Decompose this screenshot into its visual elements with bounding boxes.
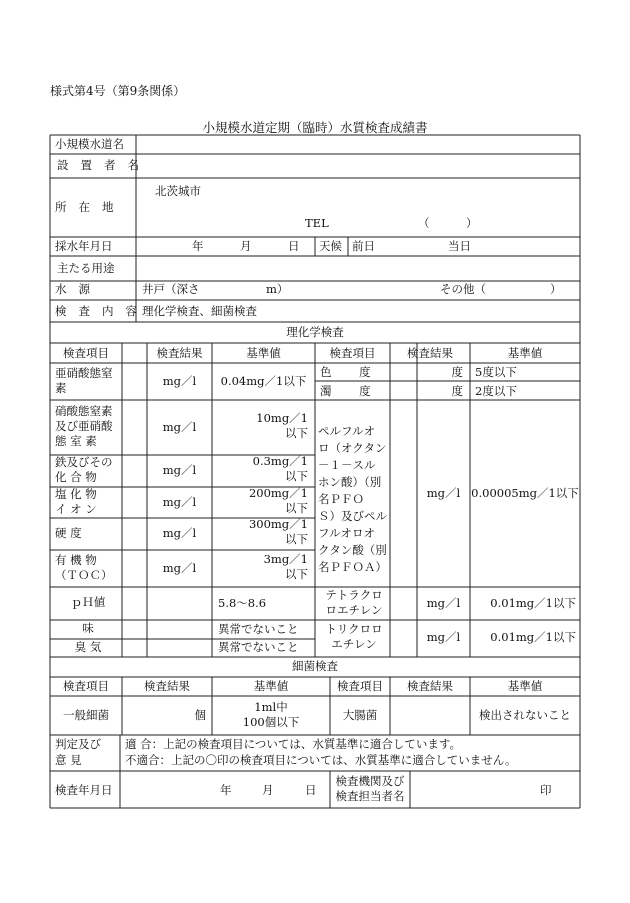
bacteria-col-result-2: 検査結果 [407,679,453,693]
physchem-unit: mg／l [162,526,197,540]
physchem-item-name: ｐＨ値 [70,595,106,609]
pfas-item-name: ロ（オクタン [318,441,387,455]
pfas-item-name: 名ＰＦＯ [318,492,364,506]
physchem-section-title: 理化学検査 [286,325,344,339]
tce-item-name: ロエチレン [325,603,383,617]
physchem-standard: 0.3mg／1 [252,454,308,468]
physchem-standard: 0.04mg／1以下 [220,373,307,388]
tel-paren-close: ） [466,216,478,230]
general-bacteria-standard: 100個以下 [242,715,300,729]
tce-standard: 0.01mg／1以下 [490,596,576,610]
installer-label: 設置者名 [57,158,151,172]
name-label: 小規模水道名 [55,137,124,151]
pfas-standard: 0.00005mg／1以下 [471,486,579,500]
physchem-item-name: 化 合 物 [55,470,97,484]
physchem-standard: 以下 [285,566,308,581]
turbidity-standard: 2度以下 [475,384,517,398]
physchem-item-name: 臭 気 [74,639,102,654]
physchem-col-result: 検査結果 [156,346,203,360]
prev-day-label: 前日 [352,239,375,253]
physchem-item-name: 硝酸態窒素 [55,404,113,418]
inspection-date-label: 検査年月日 [55,783,113,797]
tri-item-name: トリクロロ [325,622,383,636]
tce-unit: mg／l [426,596,461,610]
color-standard: 5度以下 [475,365,517,379]
general-bacteria-standard: 1ml中 [254,700,288,714]
general-bacteria-item: 一般細菌 [63,708,109,722]
turbidity-item: 濁 度 [320,384,383,398]
physchem-item-name: 味 [82,621,94,635]
tri-item-name: エチレン [331,637,377,651]
form-number: 様式第4号（第9条関係） [50,84,186,98]
physchem-standard: 異常でないこと [218,621,299,636]
inspection-year: 年 [220,783,232,797]
sampling-day: 日 [288,239,300,253]
tce-item-name: テトラクロ [325,588,383,602]
physchem-item-name: 鉄及びその [55,455,113,469]
physchem-item-name: 及び亜硝酸 [55,419,113,433]
physchem-item-name: イ オ ン [55,501,97,516]
physchem-unit: mg／l [162,463,197,477]
judgement-pass-text: 適 合：上記の検査項目については、水質基準に適合しています。 [125,737,462,751]
bacteria-col-standard: 基準値 [253,679,289,693]
physchem-col-standard: 基準値 [246,346,281,360]
color-unit: 度 [451,365,463,379]
bacteria-col-result: 検査結果 [144,679,190,693]
physchem-standard: 以下 [285,469,308,483]
pfas-item-name: フルオロオ [318,526,376,540]
water-source-label: 水源 [55,282,102,296]
physchem-item-name: 亜硝酸態窒 [55,365,113,380]
judgement-label: 意 見 [55,753,82,767]
pfas-unit: mg／l [426,486,461,500]
coliform-item: 大腸菌 [342,708,378,722]
pfas-item-name: －１－スル [318,458,376,472]
physchem-unit: mg／l [162,560,197,575]
document-title: 小規模水道定期（臨時）水質検査成績書 [202,120,428,135]
sampling-date-label: 採水年月日 [55,239,113,253]
judgement-fail-text: 不適合：上記の〇印の検査項目については、水質基準に適合していません。 [125,753,517,767]
water-source-other: その他（ [440,282,486,296]
physchem-col-standard-2: 基準値 [507,346,543,360]
inspection-day: 日 [305,783,317,797]
bacteria-section-title: 細菌検査 [292,659,338,673]
tel-paren-open: （ [418,216,430,230]
physchem-standard: 3mg／1 [263,551,308,566]
judgement-label: 判定及び [55,737,101,751]
inspection-value: 理化学検査、細菌検査 [142,304,257,318]
tel-label: TEL [305,216,329,230]
same-day-label: 当日 [448,239,471,253]
physchem-standard: 10mg／1 [256,410,308,425]
physchem-standard: 以下 [285,500,308,515]
pfas-item-name: クタン酸（別 [318,543,387,557]
physchem-standard: 200mg／1 [248,485,308,500]
physchem-item-name: 硬 度 [55,525,82,540]
weather-label: 天候 [319,239,342,253]
physchem-standard: 300mg／1 [248,517,308,531]
turbidity-unit: 度 [451,384,463,398]
bacteria-col-item: 検査項目 [63,679,109,693]
inspection-label: 検査内容 [55,304,149,318]
bacteria-col-item-2: 検査項目 [337,679,383,693]
tri-standard: 0.01mg／1以下 [490,630,576,644]
main-use-label: 主たる用途 [57,261,115,275]
location-value: 北茨城市 [155,184,201,198]
physchem-unit: mg／l [162,419,197,434]
physchem-item-name: 有 機 物 [55,552,97,567]
bacteria-col-standard-2: 基準値 [507,679,543,693]
physchem-col-item-2: 検査項目 [329,346,376,360]
physchem-item-name: 素 [55,380,67,395]
pfas-item-name: ホン酸）（別 [318,475,382,489]
tri-unit: mg／l [426,630,461,644]
physchem-standard: 以下 [285,532,308,546]
seal-mark: 印 [540,783,552,797]
physchem-standard: 5.8～8.6 [218,595,267,610]
physchem-unit: mg／l [162,494,197,509]
pfas-item-name: 名ＰＦＯＡ） [318,560,387,574]
physchem-unit: mg／l [162,373,197,388]
color-item: 色 度 [320,365,383,379]
physchem-item-name: （ＴＯＣ） [55,567,113,582]
water-source-unit: m） [266,282,289,296]
physchem-standard: 以下 [285,425,308,440]
general-bacteria-unit: 個 [194,708,206,722]
coliform-standard: 検出されないこと [479,708,571,722]
inspector-label: 検査機関及び [335,774,405,788]
physchem-item-name: 態 室 素 [55,434,97,448]
water-source-other-close: ） [550,282,562,296]
physchem-col-item: 検査項目 [63,346,109,360]
location-label: 所在地 [55,200,126,214]
physchem-standard: 異常でないこと [218,640,299,654]
sampling-month: 月 [240,239,252,253]
sampling-year: 年 [192,239,204,253]
inspection-month: 月 [262,783,274,797]
inspector-label: 検査担当者名 [335,789,405,803]
water-source-value: 井戸（深さ [142,282,200,296]
pfas-item-name: ペルフルオ [318,424,376,438]
pfas-item-name: Ｓ）及びペル [318,509,387,523]
physchem-col-result-2: 検査結果 [407,346,453,360]
physchem-item-name: 塩 化 物 [55,486,97,501]
